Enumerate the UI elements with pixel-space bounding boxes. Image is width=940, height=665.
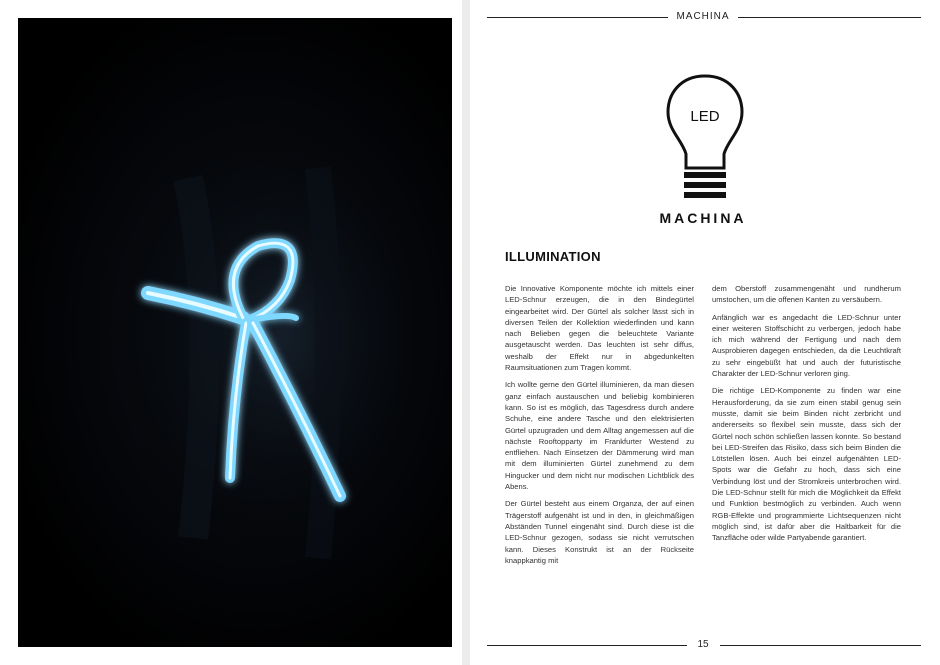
- logo-wordmark: MACHINA: [659, 210, 747, 226]
- text-column-left: [505, 283, 694, 572]
- paragraph: dem Oberstoff zusammengenäht und rundherum umstochen, um die offenen Kanten zu versäubern.: [712, 284, 901, 305]
- led-belt-illustration: [18, 18, 452, 647]
- paragraph: Die Innovative Komponente möchte ich mittels einer LED-Schnur erzeugen, die in den Bindegürtel eingearbeitet wird. Der Gürtel als solcher lässt sich in diversen Teilen der Kollektion wiederfinden und kann nach Belieben gegen die beleuchtete Variante ausgetauscht werden. Das leuchten ist sehr diffus, weshalb der Effekt nur in abgedunkelten Raumsituationen zum Tragen kommt.: [505, 284, 694, 373]
- article-heading: ILLUMINATION: [505, 249, 601, 264]
- page-number: 15: [697, 639, 709, 650]
- header-rule-right: [738, 17, 921, 18]
- header-title: MACHINA: [676, 11, 730, 22]
- photo-glowing-led-belt: [18, 18, 452, 647]
- paragraph: Die richtige LED-Komponente zu finden war eine Herausforderung, da sie zum einen stabil genug sein musste, damit sie beim Binden nicht zerbricht und andererseits so flexibel sein musste, dass sich der Gürtel noch schön schließen lassen konnte. So bestand bei LED-Streifen das Risiko, dass sich beim Binden die Lötstellen lösen. Auch bei einzel aufgenähten LED-Spots war die Gefahr zu hoch, dass sich eine Verbindung löst und der Stromkreis unterbrochen wird. Die LED-Schnur stellt für mich die Möglichkeit da Effekt und Funktion bestmöglich zu verbinden. Auch wenn RGB-Effekte und programmierte Lichtsequenzen nicht möglich sind, ist dafür aber die Haltbarkeit für die Tanzfläche oder wilde Partyabende garantiert.: [712, 386, 901, 543]
- text-column-right: [712, 283, 901, 550]
- paragraph: Anfänglich war es angedacht die LED-Schnur unter einer weiteren Stoffschicht zu verbergen, jedoch habe ich mich während der Fertigung und nach dem Ausprobieren dagegen entschieden, da die Leuchtkraft zu sehr eingebüßt hat und auch der futuristische Charakter der LED-Schnur verloren ging.: [712, 312, 901, 379]
- header-rule-left: [487, 17, 668, 18]
- footer-rule-right: [720, 645, 921, 646]
- lightbulb-icon: [660, 72, 750, 212]
- footer-rule-left: [487, 645, 687, 646]
- left-page: [0, 0, 462, 665]
- paragraph: Ich wollte gerne den Gürtel illuminieren, da man diesen ganz einfach austauschen und beliebig kombinieren kann. So ist es möglich, das Tagesdress durch andere Schuhe, eine andere Tasche und den elektrisierten Gürtel upzugraden und dem Alltag angemessen auf die nächste Rooftopparty im Frankfurter Westend zu entfliehen. Nach Einsetzen der Dämmerung wird man mit dem illuminierten Gürtel zunehmend zu dem Hingucker und dem nicht nur modischen Lichtblick des Abens.: [505, 380, 694, 492]
- logo-bulb-text: LED: [690, 108, 720, 125]
- paragraph: Der Gürtel besteht aus einem Organza, der auf einen Trägerstoff aufgenäht ist und in den, in gleichmäßigen Abständen Tunnel eingenäht sind. Durch diese ist die LED-Schnur gezogen, sodass sie nicht verrutschen kann. Dieses Konstrukt ist an der Rückseite knappkantig mit: [505, 499, 694, 565]
